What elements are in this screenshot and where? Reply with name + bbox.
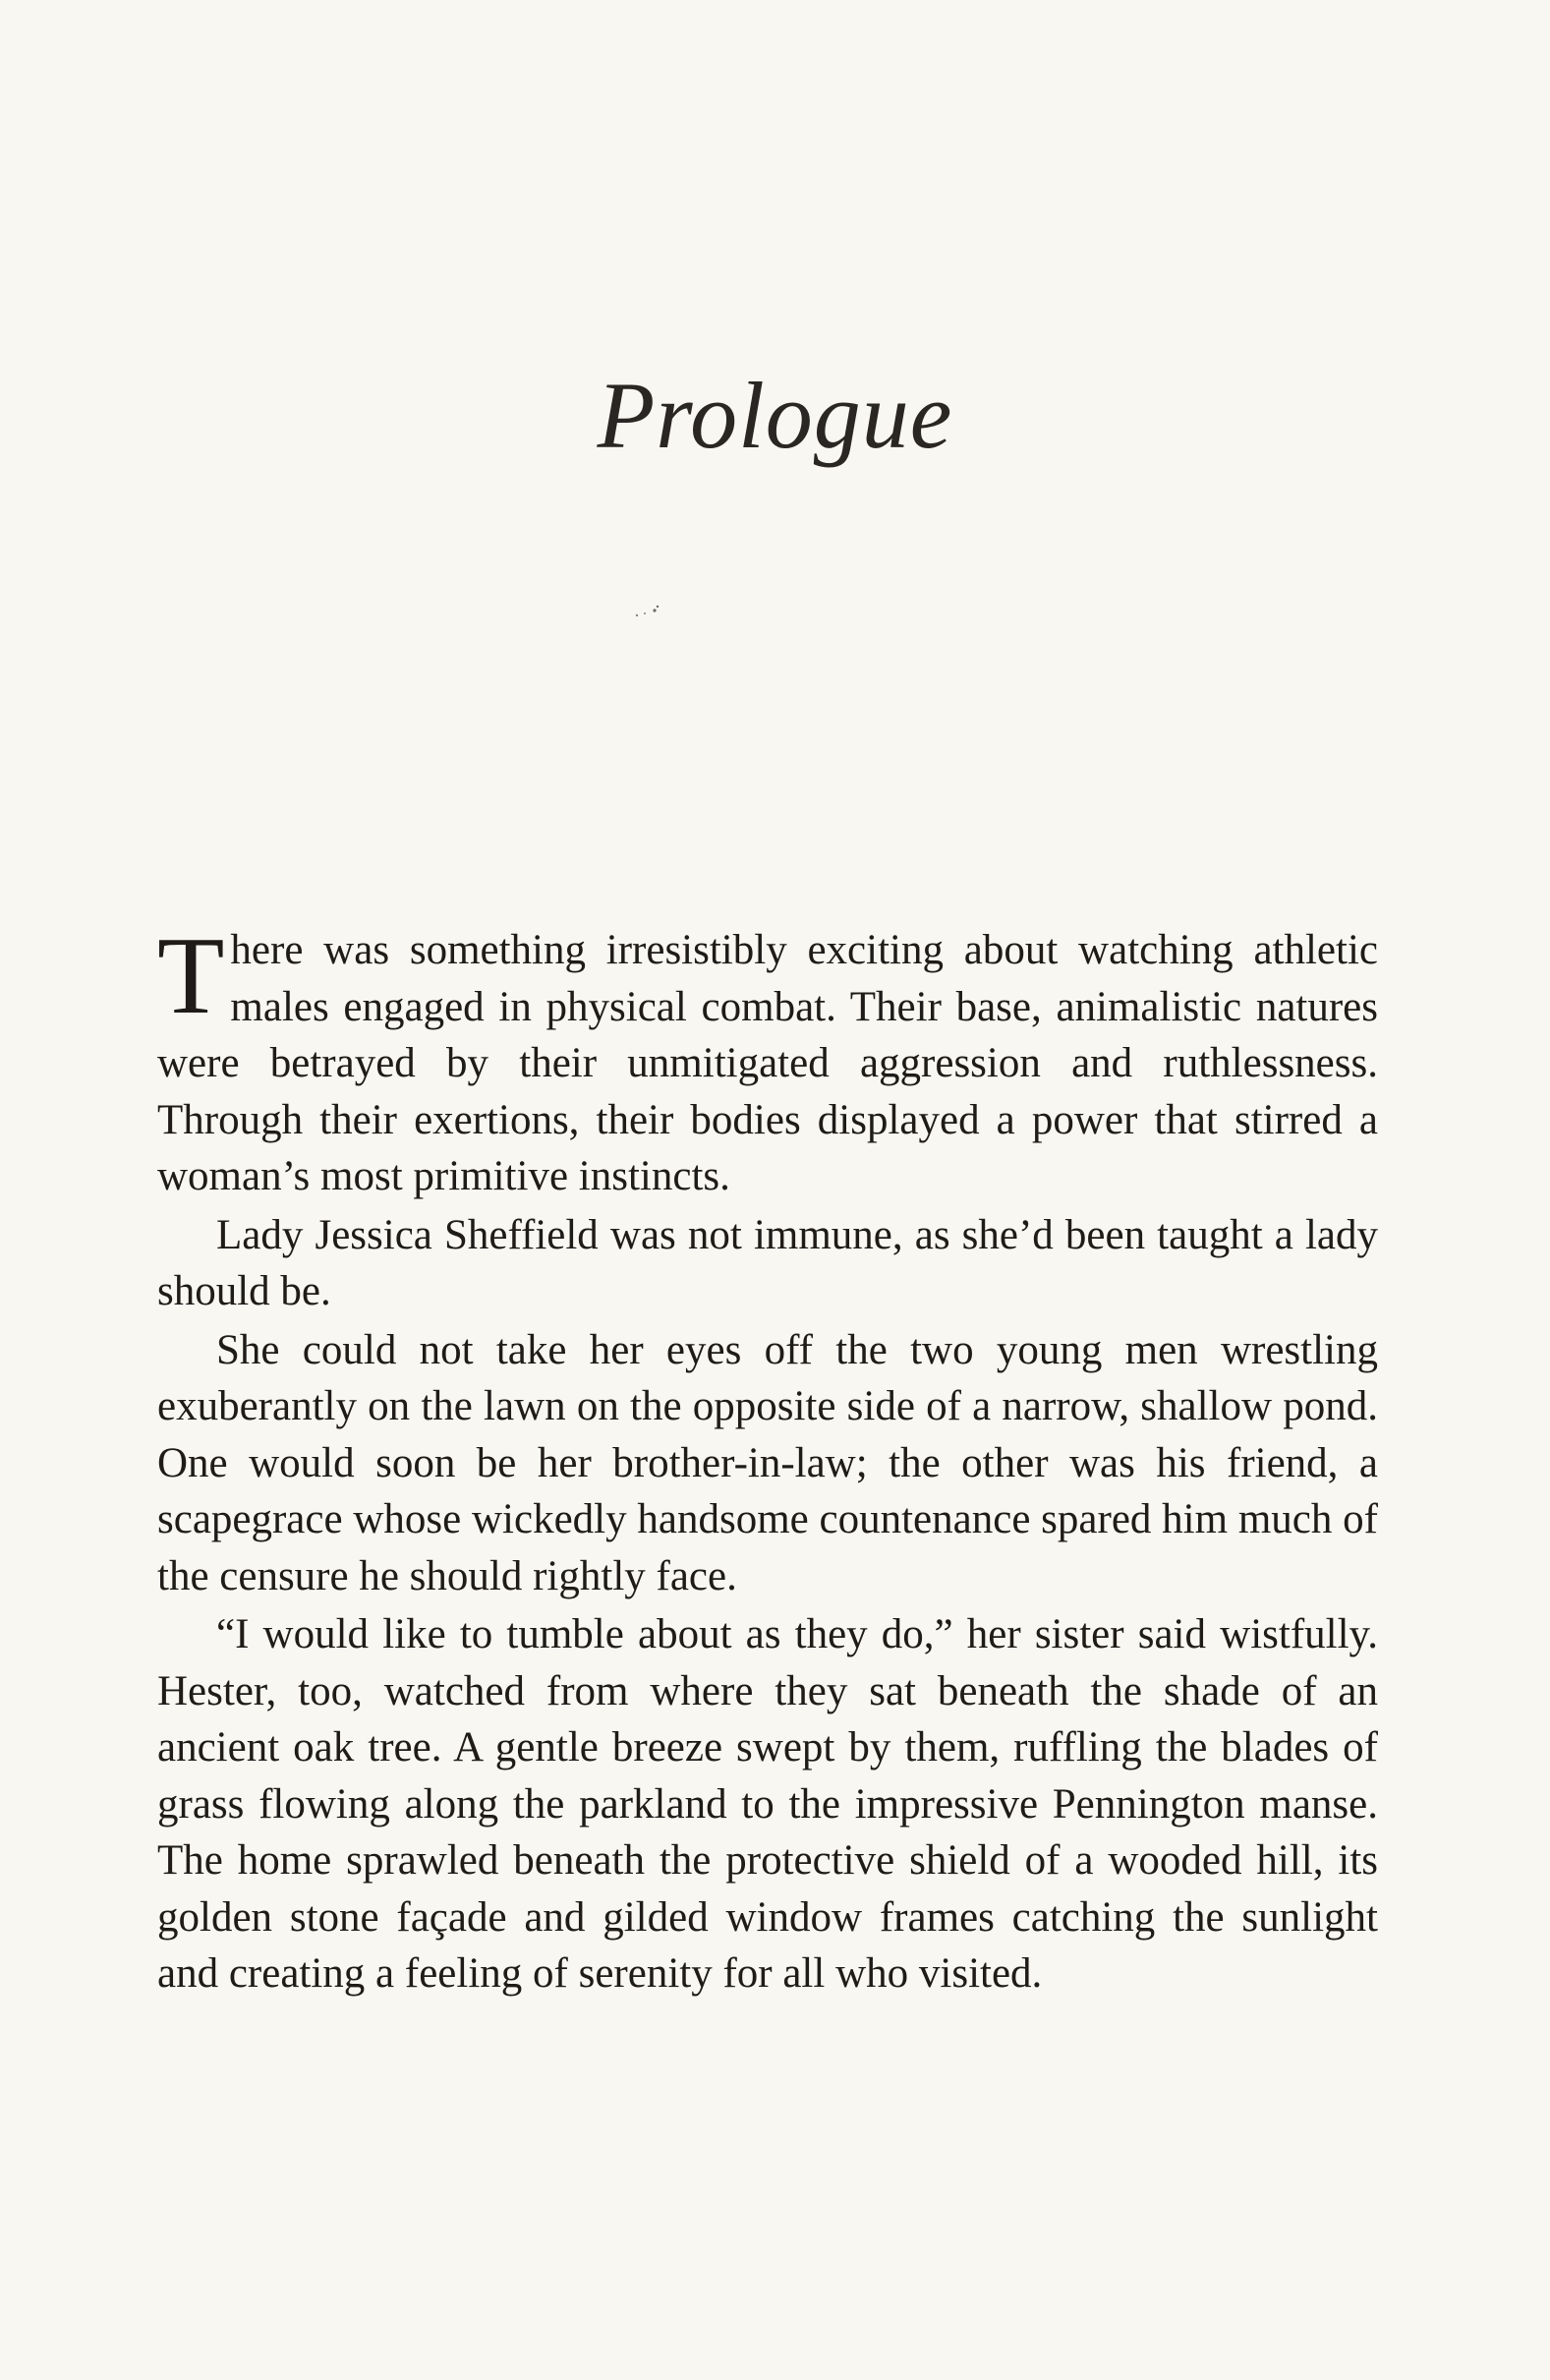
chapter-title: Prologue [597, 363, 953, 468]
drop-cap: T [157, 915, 225, 1037]
paragraph-1-text: here was something irresistibly exciting about watching athletic males engaged in physical combat. Their base, animalistic natures were betrayed by their unmitigated aggression and ruthlessness. Through their exertions, their bodies displayed a power that stirred a woman’s most primitive instincts. [157, 927, 1378, 1199]
paragraph-2: Lady Jessica Sheffield was not immune, as she’d been taught a lady should be. [157, 1211, 1378, 1314]
body-text [157, 915, 1378, 2003]
paragraph-4: “I would like to tumble about as they do,” her sister said wistfully. Hester, too, watched from where they sat beneath the shade of an ancient oak tree. A gentle breeze swept by them, ruffling the blades of grass flowing along the parkland to the impressive Pennington manse. The home sprawled beneath the protective shield of a wooded hill, its golden stone façade and gilded window frames catching the sunlight and creating a feeling of serenity for all who visited. [157, 1611, 1378, 1997]
paragraph-3: She could not take her eyes off the two young men wrestling exuberantly on the lawn on the opposite side of a narrow, shallow pond. One would soon be her brother-in-law; the other was his friend, a scapegrace whose wickedly handsome countenance spared him much of the censure he should rightly face. [157, 1326, 1378, 1599]
ink-specks [629, 602, 668, 621]
paragraph-1 [157, 915, 1378, 1205]
